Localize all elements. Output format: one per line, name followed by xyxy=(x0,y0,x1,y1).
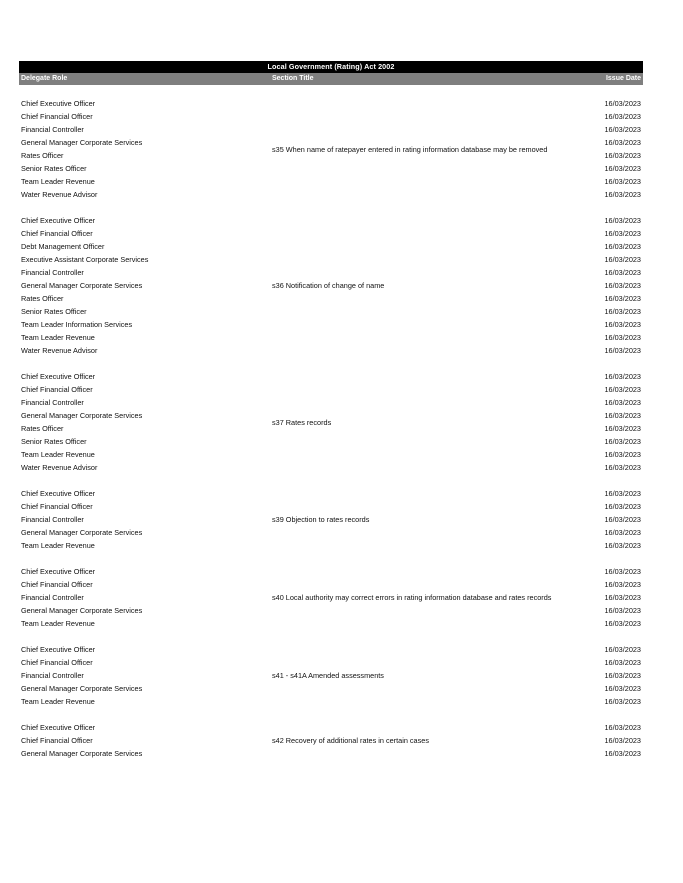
delegate-role-cell: Water Revenue Advisor xyxy=(21,190,98,199)
delegate-role-cell: Rates Officer xyxy=(21,424,64,433)
delegation-table xyxy=(19,61,643,760)
issue-date-cell: 16/03/2023 xyxy=(604,619,641,628)
issue-date-cell: 16/03/2023 xyxy=(604,294,641,303)
section-group xyxy=(19,370,643,474)
issue-date-cell: 16/03/2023 xyxy=(604,385,641,394)
issue-date-cell: 16/03/2023 xyxy=(604,164,641,173)
issue-date-cell: 16/03/2023 xyxy=(604,372,641,381)
section-title-cell: s37 Rates records xyxy=(272,417,332,427)
delegate-role-cell: Chief Executive Officer xyxy=(21,99,96,108)
issue-date-cell: 16/03/2023 xyxy=(604,515,641,524)
issue-date-cell: 16/03/2023 xyxy=(604,398,641,407)
delegate-role-cell: Chief Financial Officer xyxy=(21,502,93,511)
issue-date-cell: 16/03/2023 xyxy=(604,424,641,433)
group-spacer xyxy=(19,85,643,97)
delegate-role-cell: Chief Executive Officer xyxy=(21,723,96,732)
group-spacer xyxy=(19,630,643,643)
issue-date-cell: 16/03/2023 xyxy=(604,723,641,732)
section-title-cell: s39 Objection to rates records xyxy=(272,515,370,524)
delegate-role-cell: Financial Controller xyxy=(21,125,84,134)
issue-date-cell: 16/03/2023 xyxy=(604,177,641,186)
section-group xyxy=(19,97,643,201)
section-group xyxy=(19,214,643,357)
issue-date-cell: 16/03/2023 xyxy=(604,502,641,511)
delegate-role-cell: General Manager Corporate Services xyxy=(21,281,143,290)
delegate-role-cell: Financial Controller xyxy=(21,268,84,277)
delegate-role-cell: Chief Financial Officer xyxy=(21,229,93,238)
delegate-role-cell: Senior Rates Officer xyxy=(21,164,87,173)
issue-date-cell: 16/03/2023 xyxy=(604,684,641,693)
issue-date-cell: 16/03/2023 xyxy=(604,697,641,706)
issue-date-cell: 16/03/2023 xyxy=(604,112,641,121)
delegate-role-cell: General Manager Corporate Services xyxy=(21,749,143,758)
delegate-role-cell: General Manager Corporate Services xyxy=(21,138,143,147)
issue-date-cell: 16/03/2023 xyxy=(604,528,641,537)
issue-date-cell: 16/03/2023 xyxy=(604,567,641,576)
act-title-banner: Local Government (Rating) Act 2002 xyxy=(19,61,643,73)
table-body xyxy=(19,85,643,760)
column-header-section-title: Section Title xyxy=(272,75,314,82)
issue-date-cell: 16/03/2023 xyxy=(604,463,641,472)
issue-date-cell: 16/03/2023 xyxy=(604,216,641,225)
column-header-row xyxy=(19,73,643,85)
group-spacer xyxy=(19,552,643,565)
section-group xyxy=(19,565,643,630)
delegate-role-cell: Chief Executive Officer xyxy=(21,567,96,576)
section-title-cell: s35 When name of ratepayer entered in rating information database may be removed xyxy=(272,144,548,154)
delegate-role-cell: Team Leader Revenue xyxy=(21,619,95,628)
issue-date-cell: 16/03/2023 xyxy=(604,320,641,329)
delegate-role-cell: Chief Executive Officer xyxy=(21,645,96,654)
delegate-role-cell: Chief Executive Officer xyxy=(21,216,96,225)
column-header-delegate-role: Delegate Role xyxy=(21,75,68,82)
delegate-role-cell: Team Leader Information Services xyxy=(21,320,133,329)
section-group xyxy=(19,487,643,552)
delegate-role-cell: Team Leader Revenue xyxy=(21,697,95,706)
issue-date-cell: 16/03/2023 xyxy=(604,541,641,550)
delegate-role-cell: Rates Officer xyxy=(21,294,64,303)
issue-date-cell: 16/03/2023 xyxy=(604,190,641,199)
issue-date-cell: 16/03/2023 xyxy=(604,99,641,108)
delegate-role-cell: General Manager Corporate Services xyxy=(21,411,143,420)
delegate-role-cell: Chief Financial Officer xyxy=(21,385,93,394)
issue-date-cell: 16/03/2023 xyxy=(604,333,641,342)
delegate-role-cell: Chief Executive Officer xyxy=(21,372,96,381)
delegate-role-cell: Debt Management Officer xyxy=(21,242,105,251)
delegate-role-cell: Team Leader Revenue xyxy=(21,541,95,550)
issue-date-cell: 16/03/2023 xyxy=(604,411,641,420)
issue-date-cell: 16/03/2023 xyxy=(604,658,641,667)
delegate-role-cell: Water Revenue Advisor xyxy=(21,463,98,472)
delegate-role-cell: Senior Rates Officer xyxy=(21,307,87,316)
issue-date-cell: 16/03/2023 xyxy=(604,437,641,446)
issue-date-cell: 16/03/2023 xyxy=(604,593,641,602)
issue-date-cell: 16/03/2023 xyxy=(604,645,641,654)
delegate-role-cell: Team Leader Revenue xyxy=(21,450,95,459)
issue-date-cell: 16/03/2023 xyxy=(604,125,641,134)
group-spacer xyxy=(19,708,643,721)
delegate-role-cell: General Manager Corporate Services xyxy=(21,684,143,693)
issue-date-cell: 16/03/2023 xyxy=(604,307,641,316)
issue-date-cell: 16/03/2023 xyxy=(604,450,641,459)
delegate-role-cell: Executive Assistant Corporate Services xyxy=(21,255,149,264)
issue-date-cell: 16/03/2023 xyxy=(604,268,641,277)
section-title-cell: s42 Recovery of additional rates in certain cases xyxy=(272,736,429,745)
group-spacer xyxy=(19,201,643,214)
delegate-role-cell: Chief Financial Officer xyxy=(21,580,93,589)
delegate-role-cell: Financial Controller xyxy=(21,515,84,524)
issue-date-cell: 16/03/2023 xyxy=(604,255,641,264)
issue-date-cell: 16/03/2023 xyxy=(604,281,641,290)
section-title-cell: s41 - s41A Amended assessments xyxy=(272,671,384,680)
delegate-role-cell: Water Revenue Advisor xyxy=(21,346,98,355)
section-title-cell: s36 Notification of change of name xyxy=(272,281,385,290)
delegate-role-cell: Financial Controller xyxy=(21,671,84,680)
group-spacer xyxy=(19,357,643,370)
issue-date-cell: 16/03/2023 xyxy=(604,138,641,147)
issue-date-cell: 16/03/2023 xyxy=(604,749,641,758)
delegate-role-cell: Rates Officer xyxy=(21,151,64,160)
issue-date-cell: 16/03/2023 xyxy=(604,736,641,745)
delegate-role-cell: Financial Controller xyxy=(21,398,84,407)
delegate-role-cell: Senior Rates Officer xyxy=(21,437,87,446)
issue-date-cell: 16/03/2023 xyxy=(604,242,641,251)
issue-date-cell: 16/03/2023 xyxy=(604,580,641,589)
issue-date-cell: 16/03/2023 xyxy=(604,606,641,615)
delegate-role-cell: Chief Executive Officer xyxy=(21,489,96,498)
delegate-role-cell: Team Leader Revenue xyxy=(21,177,95,186)
delegate-role-cell: Chief Financial Officer xyxy=(21,112,93,121)
issue-date-cell: 16/03/2023 xyxy=(604,346,641,355)
delegate-role-cell: Team Leader Revenue xyxy=(21,333,95,342)
delegate-role-cell: Chief Financial Officer xyxy=(21,658,93,667)
section-group xyxy=(19,643,643,708)
issue-date-cell: 16/03/2023 xyxy=(604,151,641,160)
column-header-issue-date: Issue Date xyxy=(605,75,641,82)
delegate-role-cell: Financial Controller xyxy=(21,593,84,602)
delegate-role-cell: Chief Financial Officer xyxy=(21,736,93,745)
issue-date-cell: 16/03/2023 xyxy=(604,671,641,680)
section-title-cell: s40 Local authority may correct errors in rating information database and rates records xyxy=(272,593,552,602)
issue-date-cell: 16/03/2023 xyxy=(604,229,641,238)
delegate-role-cell: General Manager Corporate Services xyxy=(21,606,143,615)
section-group xyxy=(19,721,643,760)
delegate-role-cell: General Manager Corporate Services xyxy=(21,528,143,537)
group-spacer xyxy=(19,474,643,487)
issue-date-cell: 16/03/2023 xyxy=(604,489,641,498)
